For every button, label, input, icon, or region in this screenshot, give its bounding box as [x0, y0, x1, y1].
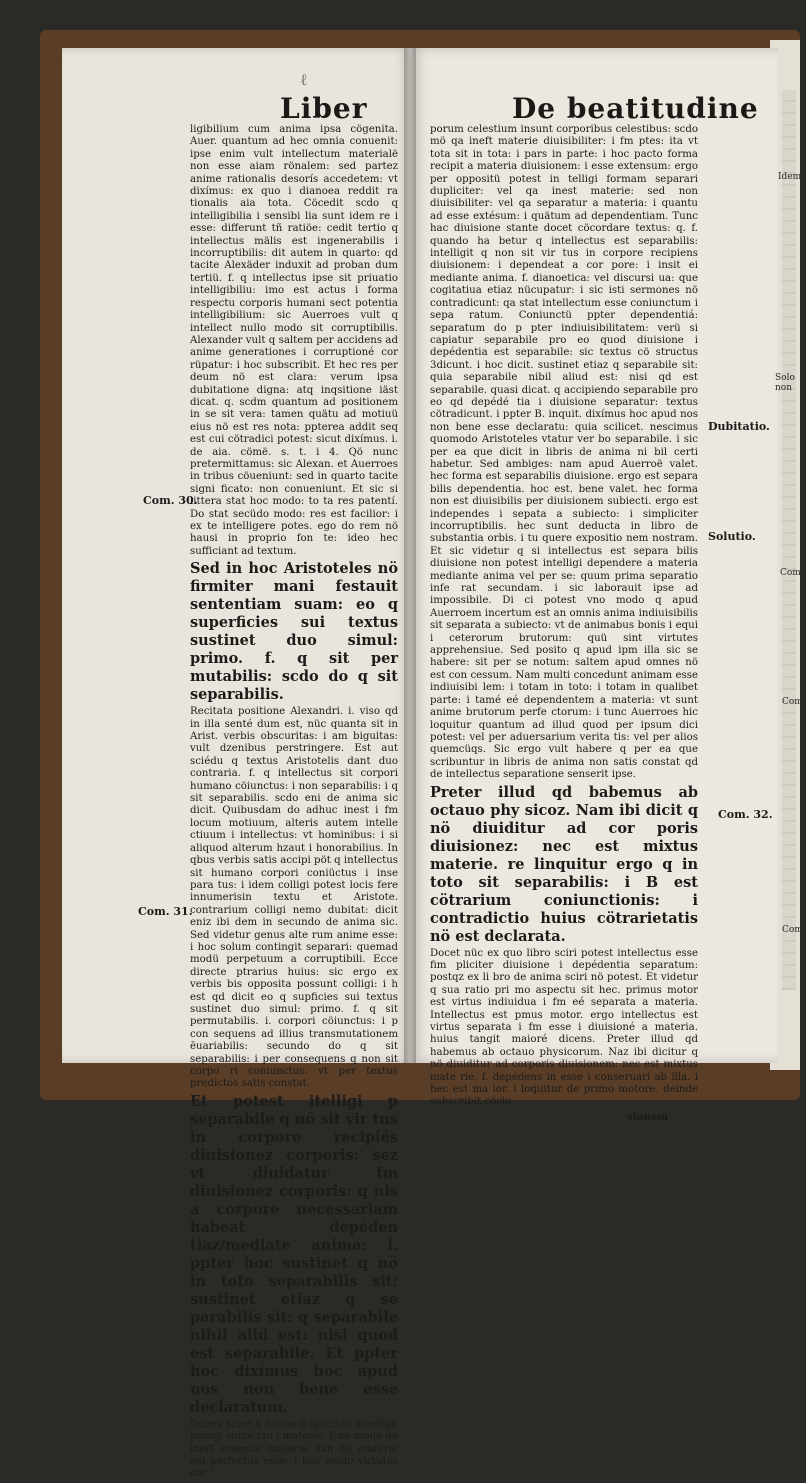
- margin-note-comm31: Com. 31.: [138, 905, 193, 918]
- running-header-left: Liber: [280, 92, 368, 125]
- paragraph: porum celestium insunt corporibus celestibus: scdo mö qa ineft materie diuisibiliter: i fm ptes: ita vt tota sit in tota: i pars in parte: i hoc pacto forma recipit a materia diuisionem: i esse extensum: ergo per oppositü potest in telligi formam separari dupliciter: vel qa inest materie: sed non diuisibiliter: vel qa separatur a materia: i quantu ad esse extésum: i quätum ad dependentiam. Tunc hac diuisione stante docet cöcordare textus: q. f. quando ha betur q intellectus est separabilis: intelligit q non sit vir tus in corpore recipiens diuisionem: i dependeat a cor pore: i insit ei mediante anima. f. dianoetica: vel discursi ua: que cogitatiua etiaz nücupatur: i sic isti sermones nö contradicunt: qa stat intellectum esse coniunctum i sepa ratum. Coniunctü ppter dependentiá: separatum do p pter indiuisibilitatem: verü si capiatur separabile pro eo quod diuisione i depédentia est separabile: sic textus cö structus 3dicunt. i hoc dicit. sustinet etiaz q separabile sit: quia separabile nibil aliud est: nisi qd est separabile. quasi dicat. q accipiendo separabile pro eo qd depédé tia i diuisione separatur: textus cötradicunt. i ppter B. inquit. dixímus hoc apud nos non bene esse declaratu: quia scilicet. nescimus quomodo Aristoteles vtatur ver bo separabile. i sic per ea que dicit in libris de anima ni bil certi habetur. Sed ambiges: nam apud Auerroë valet. hec forma est separabilis diuisione. ergo est separa bilis dependentia. hoc est. bene valet. hec forma non est diuisibilis per diuisionem subiecti. ergo est independes i sepata a subiecto: i simpliciter incorruptibilis. hec sunt deducta in libro de substantia orbis. i tu quere expositio nem nostram. Et sic videtur q si intellectus est separa bilis diuisione non potest intelligi dependere a materia mediante anima vel per se: quum prima separatio infe rat secundam. i sic laborauit ipse ad impossibile. Di ci potest vno modo q apud Auerroem incertum est an omnis anima indiuisibilis sit separata a subiecto: vt de animabus bonis i equi i ceterorum brutorum: quü sint virtutes apprehensiue. Sed posito q apud ipm illa sic se habere: sit per se notum: saltem apud omnes nö est con cessum. Nam multi concedunt animam esse indiuisibi lem: i totam in toto: i totam in qualibet parte: i tamé eé dependentem a materia: vt sunt anime brutorum perfe ctorum: i tunc Auerroes hic loquitur quantum ad illud quod per ipsum dici potest: vel per aduersarium verita tis: vel per alios quemcüqs. Sic ergo vult habere q per ea que scribuntur in libris de anima non satis constat qd de intellectus separatione senserit ipse.: [430, 124, 698, 781]
- paragraph: Recitata positione Alexandri. i. viso qd in illa senté dum est, nüc quanta sit in Arist. verbis obscuritas: i am biguitas: vult dzenibus perstringere. Est aut sciédu q textus Aristotelis dant duo contraria. f. q intellectus sit corpori humano cöiunctus: i non separabilis: i q sit separabilis. scdo eni de anima sic dicit. Quibusdam do adhuc inest i fm locum motiuum, alteris autem intelle ctiuum i intellectus: vt hominibus: i si aliquod alterum hzaut i honorabilius. In qbus verbis satis accipi pöt q intellectus sit humano corpori coniüctus i inse para tus: i idem colligi potest locis fere innumerisin textu et Aristote. contrarium colligi nemo dubitat: dicit eniz ibi dem in secundo de anima sic. Sed videtur genus alte rum anime esse: i hoc solum contingit separari: quemad modü perpetuum a corruptibili. Ecce directe ptrarius huius: sic ergo ex verbis bis opposita possunt colligi: i h est qd dicit eo q supficies sui textus sustinet duo simul: primo. f. q sit permutabilis. i. corpori cöiunctus: i p con sequens ad illius transmutationem ēuariabilis: secundo do q sit separabilis: i per consequens q non sit corpo ri coniunctus: vt per textus predictos satis constat.: [190, 706, 398, 1090]
- margin-note-comm32: Com. 32.: [718, 808, 773, 821]
- paragraph: Debes scire q forma dupliciter intelligit piungi subie cto i materie. Uno modo qa ineft essentie materie dan do materie eéi perfectus esse: i hoc modo virtutes cor: [190, 1418, 398, 1480]
- page-stack-edge: [782, 90, 796, 990]
- adjacent-page-note: Com.: [782, 697, 806, 707]
- margin-note-comm30: Com. 30.: [143, 494, 198, 507]
- running-header-right: De beatitudine: [512, 92, 759, 125]
- paragraph: ligibilium cum anima ipsa cögenita. Auer. quantum ad hec omnia conuenit: ipse enim vult intellectum materialë non esse aiam rönalem: sed partez anime rationalis desorís accedetem: vt dixímus: ex quo i dianoea reddit ra tionalis aia tota. Cöcedit scdo q intelligibilia i sensibi lia sunt idem re i esse: differunt tñ ratiöe: cedit tertio q intellectus mälis est ingenerabilis i incorruptibilis: dit autem in quarto: qd tacite Alexäder induxit ad proban dum tertiü. f. q intellectus ipse sit priuatio intelligibiliu: imo est actus i forma respectu corporis humani sect potentia intelligibilium: sic Auerroes vult q intellect nullo modo sit corruptibilis. Alexander vult q saltem per accidens ad anime generationes i corruptioné cor rüpatur: i hoc subscribit. Et hec res per deum nö est clara: verum ipsa dubitatione digna: atq inqsitione iäst dicat. q. scdm quantum ad positionem in se sit vera: tamen quätu ad motiuü eius nö est res nota: ppterea addit seq est cui cötradici potest: sicut dixímus. i. de aia. cömë. s. t. i 4. Qö nunc pretermittamus: sic Alexan. et Auerroes in tribus cöueniunt: sed in quarto tacite signi ficato: non conueniunt. Et sic si littera stat hoc modo: to ta res patentí. Do stat secüdo modo: res est facilior: i ex te intelligere potes. ego do rem nö hausi in proprio fon te: ideo hec sufficiant ad textum.: [190, 124, 398, 557]
- adjacent-page-note: Com.: [782, 925, 806, 935]
- catchword: sionem: [626, 1110, 668, 1123]
- book-gutter: [404, 48, 416, 1063]
- left-text-column: [190, 124, 398, 1483]
- aristotle-text: Sed in hoc Aristoteles nö firmiter mani festauit sententiam suam: eo q superficies sui textus sustinet duo simul: primo. f. q sit per mutabilis: scdo do q sit separabilis.: [190, 560, 398, 704]
- margin-note-solutio: Solutio.: [708, 530, 756, 543]
- adjacent-page-note: Idem: [778, 172, 802, 182]
- aristotle-text: Preter illud qd babemus ab octauo phy sicoz. Nam ibi dicit q nö diuiditur ad cor poris diuisionez: nec est mixtus materie. re linquitur ergo q in toto sit separabilis: i B est cötrarium coniunctionis: i contradictio huius cötrarietatis nö est declarata.: [430, 783, 698, 945]
- margin-note-dubitatio: Dubitatio.: [708, 420, 770, 433]
- paragraph: Docet nüc ex quo libro sciri potest intellectus esse fim pliciter diuisione i depédentia separatum: postqz ex li bro de anima sciri nö potest. Et videtur q sua ratio pri mo aspectu sit hec. primus motor est virtus indiuidua i fm eé separata a materia. Intellectus est pmus motor. ergo intellectus est virtus separata i fm esse i diuisioné a materia. huius tangit maioré dicens. Preter illud qd habemus ab octauo physicorum. Naz ibi dicitur q nö diuiditur ad corporis diuisionem: nec est mixtus mate rie. f. depédens in esse i conseruari ab illa. i hec est ma ior. i loquitur de primo motore. deinde subscribit cöclu: [430, 947, 698, 1108]
- adjacent-page-note: Com.: [780, 568, 804, 578]
- right-text-column: [430, 124, 698, 1125]
- aristotle-text: Et potest itelligi p separabile q nö sit vir tus in corpore recipiés diuisionez corporis: sez vt diuidatur fm diuisionez corporis: q nis a corpore necessariam habeat depéden tiaz/mediate anima: i. ppter hoc sustinet q nö in toto separabilis sit: sustinet etiaz q se parabilis sit: q separabile nihil alid est: nisi quod est separabile. Et ppter hoc dixímus hoc apud nos non bene esse declaratum.: [190, 1092, 398, 1416]
- adjacent-page-note: Solo non: [775, 373, 795, 393]
- pencil-mark: ℓ: [300, 70, 308, 89]
